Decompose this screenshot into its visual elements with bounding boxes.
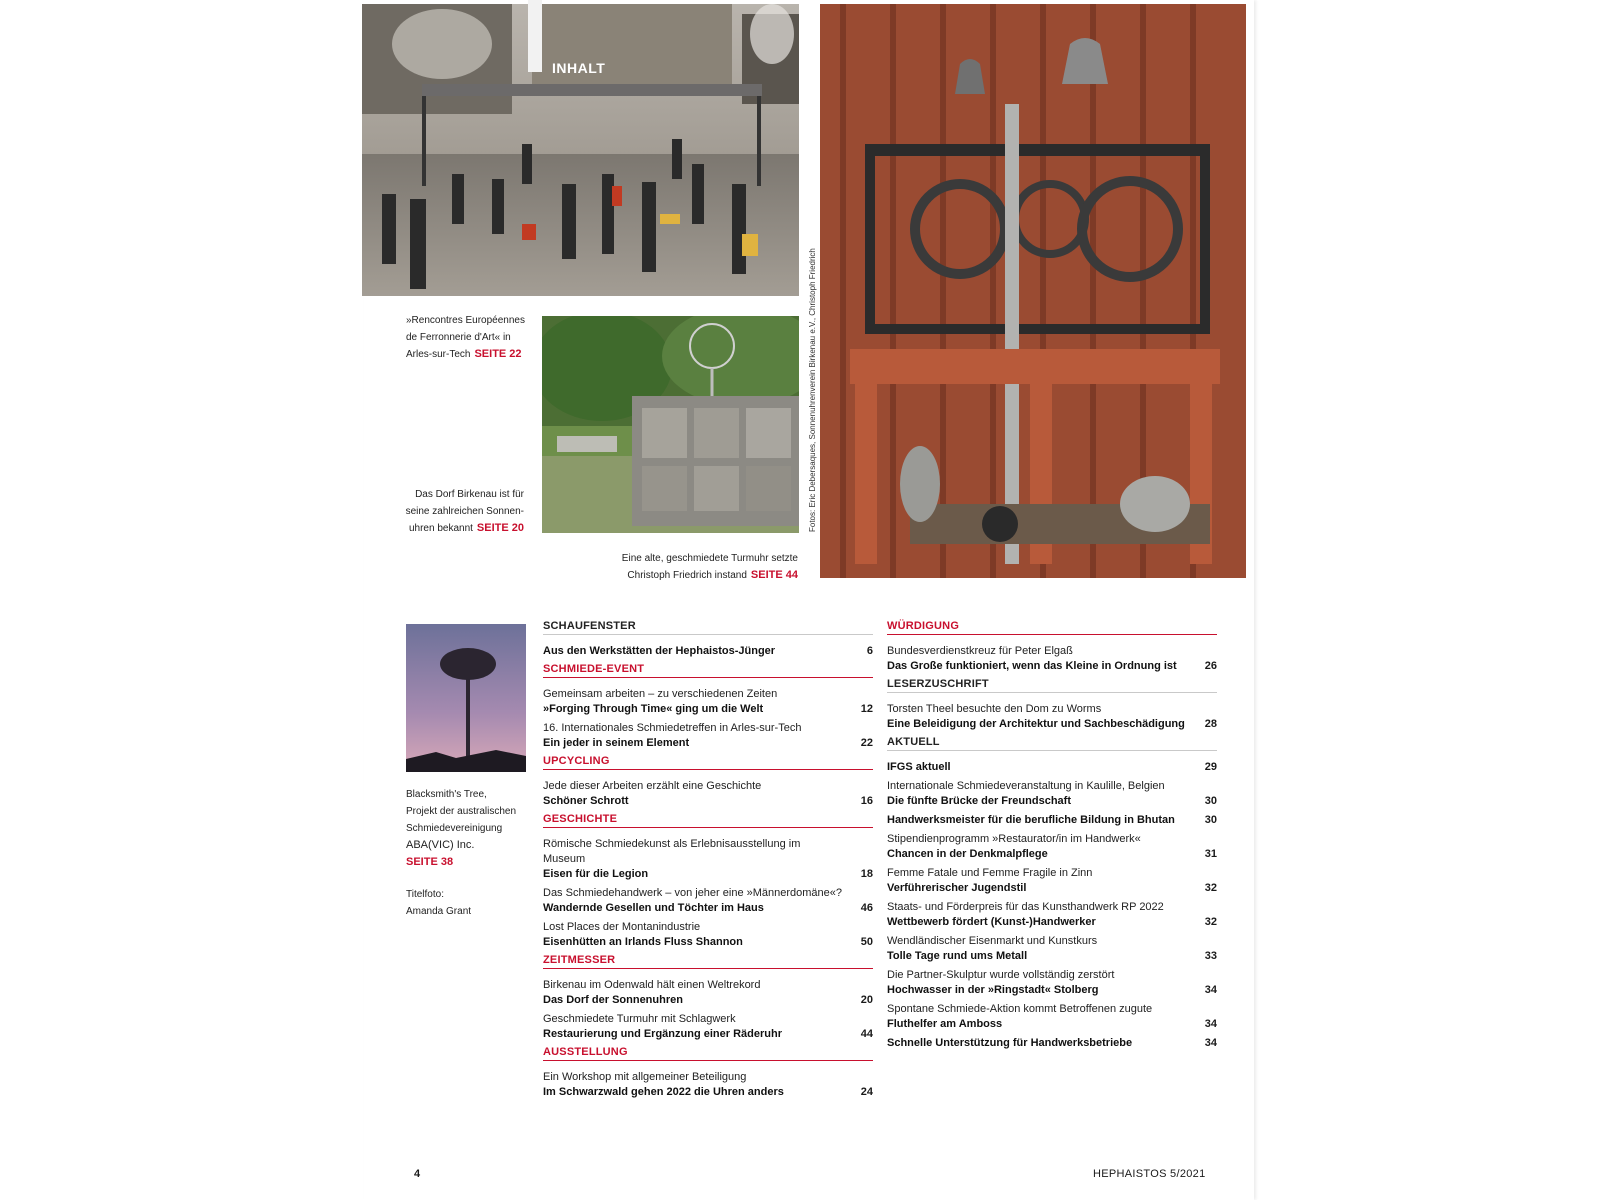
- toc-section-heading: AKTUELL: [887, 736, 1217, 751]
- toc-entry-title: Tolle Tage rund ums Metall: [887, 950, 1028, 962]
- toc-entry-title: IFGS aktuell: [887, 761, 951, 773]
- toc-entry-subtitle: Die Partner-Skulptur wurde vollständig zerstört: [887, 969, 1115, 981]
- toc-section: [887, 620, 1217, 674]
- toc-entry-page-number: 6: [866, 645, 873, 657]
- toc-entry-page-number: 44: [860, 1028, 873, 1040]
- toc-entry[interactable]: [887, 702, 1217, 732]
- toc-entry[interactable]: [543, 837, 873, 882]
- photo-blacksmiths-tree: [406, 624, 526, 772]
- toc-entry-page-number: 34: [1204, 984, 1217, 996]
- toc-entry[interactable]: [543, 687, 873, 717]
- photo-forge-event: [362, 4, 799, 296]
- toc-entry-page-number: 18: [860, 868, 873, 880]
- toc-entry-title: Chancen in der Denkmalpflege: [887, 848, 1048, 860]
- toc-entry-page-number: 20: [860, 994, 873, 1006]
- toc-section-heading: GESCHICHTE: [543, 813, 873, 828]
- inhalt-tab: [528, 0, 542, 72]
- toc-section-heading: AUSSTELLUNG: [543, 1046, 873, 1061]
- toc-entry-subtitle: Staats- und Förderpreis für das Kunsthandwerk RP 2022: [887, 901, 1164, 913]
- toc-entry-subtitle: Internationale Schmiedeveranstaltung in Kaulille, Belgien: [887, 780, 1165, 792]
- toc-section: [887, 736, 1217, 1051]
- toc-section: [543, 813, 873, 950]
- toc-entry-title: Das Dorf der Sonnenuhren: [543, 994, 683, 1006]
- photo-tower-clock: [820, 4, 1246, 578]
- toc-entry-title: Verführerischer Jugendstil: [887, 882, 1027, 894]
- toc-entry-title: Die fünfte Brücke der Freundschaft: [887, 795, 1071, 807]
- photo-credit: Fotos: Eric Debersaques, Sonnenuhrenverein Birkenau e.V., Christoph Friedrich: [808, 248, 817, 532]
- toc-right-column: [887, 620, 1217, 1055]
- toc-entry-title: Wandernde Gesellen und Töchter im Haus: [543, 902, 764, 914]
- toc-entry-title: Eisenhütten an Irlands Fluss Shannon: [543, 936, 743, 948]
- magazine-issue: HEPHAISTOS 5/2021: [1093, 1168, 1206, 1180]
- toc-entry[interactable]: [543, 978, 873, 1008]
- toc-entry-subtitle: Spontane Schmiede-Aktion kommt Betroffenen zugute: [887, 1003, 1153, 1015]
- toc-entry-subtitle: 16. Internationales Schmiedetreffen in Arles-sur-Tech: [543, 722, 802, 734]
- toc-entry[interactable]: [543, 721, 873, 751]
- toc-entry[interactable]: [887, 779, 1217, 809]
- toc-entry[interactable]: [887, 934, 1217, 964]
- toc-entry-page-number: 30: [1204, 795, 1217, 807]
- caption-birkenau-seite: SEITE 20: [476, 522, 524, 534]
- toc-left-column: [543, 620, 873, 1104]
- caption-arles: »Rencontres Européennes de Ferronnerie d'Art« in Arles-sur-Tech SEITE 22: [406, 315, 525, 360]
- toc-entry-subtitle: Wendländischer Eisenmarkt und Kunstkurs: [887, 935, 1098, 947]
- toc-entry-page-number: 26: [1204, 660, 1217, 672]
- toc-section: [543, 755, 873, 809]
- toc-section-heading: UPCYCLING: [543, 755, 873, 770]
- caption-tree-seite: SEITE 38: [406, 856, 454, 868]
- toc-entry-page-number: 46: [860, 902, 873, 914]
- toc-entry-subtitle: Gemeinsam arbeiten – zu verschiedenen Zeiten: [543, 688, 778, 700]
- toc-entry-page-number: 32: [1204, 882, 1217, 894]
- toc-entry-page-number: 30: [1204, 814, 1217, 826]
- toc-entry[interactable]: [543, 1070, 873, 1100]
- toc-entry-page-number: 28: [1204, 718, 1217, 730]
- toc-entry-title: Hochwasser in der »Ringstadt« Stolberg: [887, 984, 1099, 996]
- toc-entry[interactable]: [543, 886, 873, 916]
- toc-entry[interactable]: [543, 644, 873, 659]
- toc-entry-page-number: 22: [860, 737, 873, 749]
- caption-titelfoto: Titelfoto: Amanda Grant: [406, 889, 472, 917]
- toc-entry-page-number: 24: [860, 1086, 873, 1098]
- toc-section-heading: SCHAUFENSTER: [543, 620, 873, 635]
- toc-entry[interactable]: [887, 813, 1217, 828]
- toc-entry[interactable]: [887, 866, 1217, 896]
- toc-entry[interactable]: [887, 900, 1217, 930]
- toc-entry-title: Im Schwarzwald gehen 2022 die Uhren anders: [543, 1086, 784, 1098]
- toc-entry-page-number: 16: [860, 795, 873, 807]
- toc-entry-page-number: 31: [1204, 848, 1217, 860]
- toc-entry-title: Das Große funktioniert, wenn das Kleine in Ordnung ist: [887, 660, 1177, 672]
- toc-entry-title: »Forging Through Time« ging um die Welt: [543, 703, 764, 715]
- toc-section-heading: SCHMIEDE-EVENT: [543, 663, 873, 678]
- caption-tree: Blacksmith's Tree, Projekt der australischen Schmiedevereinigung ABA(VIC) Inc. SEITE 38: [406, 786, 516, 871]
- toc-entry[interactable]: [887, 832, 1217, 862]
- toc-entry-subtitle: Das Schmiedehandwerk – von jeher eine »Männerdomäne«?: [543, 887, 843, 899]
- caption-turmuhr: Eine alte, geschmiedete Turmuhr setzte Christoph Friedrich instand SEITE 44: [621, 553, 798, 581]
- toc-entry-subtitle: Femme Fatale und Femme Fragile in Zinn: [887, 867, 1093, 879]
- toc-entry-subtitle: Bundesverdienstkreuz für Peter Elgaß: [887, 645, 1073, 657]
- toc-section-heading: LESERZUSCHRIFT: [887, 678, 1217, 693]
- section-label-inhalt: INHALT: [552, 60, 606, 76]
- toc-entry-title: Handwerksmeister für die berufliche Bildung in Bhutan: [887, 814, 1175, 826]
- toc-entry-page-number: 33: [1204, 950, 1217, 962]
- toc-entry-title: Schöner Schrott: [543, 795, 629, 807]
- toc-entry-subtitle: Ein Workshop mit allgemeiner Beteiligung: [543, 1071, 747, 1083]
- toc-section: [543, 663, 873, 751]
- toc-section: [543, 954, 873, 1042]
- toc-entry-subtitle: Jede dieser Arbeiten erzählt eine Geschichte: [543, 780, 762, 792]
- toc-entry-page-number: 34: [1204, 1037, 1217, 1049]
- toc-entry-page-number: 34: [1204, 1018, 1217, 1030]
- toc-entry-title: Eine Beleidigung der Architektur und Sachbeschädigung: [887, 718, 1185, 730]
- toc-entry[interactable]: [887, 644, 1217, 674]
- toc-section: [887, 678, 1217, 732]
- toc-entry-title: Eisen für die Legion: [543, 868, 649, 880]
- caption-birkenau: Das Dorf Birkenau ist für seine zahlreichen Sonnen- uhren bekannt SEITE 20: [405, 489, 524, 534]
- toc-entry-title: Fluthelfer am Amboss: [887, 1018, 1003, 1030]
- toc-entry[interactable]: [543, 920, 873, 950]
- toc-entry-subtitle: Römische Schmiedekunst als Erlebnisausstellung im Museum: [543, 838, 801, 865]
- toc-section: [543, 620, 873, 659]
- toc-entry[interactable]: [887, 1002, 1217, 1032]
- toc-entry[interactable]: [887, 968, 1217, 998]
- photo-sundial: [542, 316, 799, 533]
- toc-entry[interactable]: [887, 1036, 1217, 1051]
- toc-entry-subtitle: Geschmiedete Turmuhr mit Schlagwerk: [543, 1013, 736, 1025]
- toc-entry-subtitle: Lost Places der Montanindustrie: [543, 921, 701, 933]
- toc-entry-title: Wettbewerb fördert (Kunst-)Handwerker: [887, 916, 1096, 928]
- toc-entry-title: Ein jeder in seinem Element: [543, 737, 690, 749]
- toc-entry-page-number: 12: [860, 703, 873, 715]
- caption-turmuhr-seite: SEITE 44: [750, 569, 798, 581]
- toc-entry-page-number: 50: [860, 936, 873, 948]
- toc-entry-subtitle: Birkenau im Odenwald hält einen Weltrekord: [543, 979, 761, 991]
- toc-section-heading: ZEITMESSER: [543, 954, 873, 969]
- toc-entry-title: Schnelle Unterstützung für Handwerksbetriebe: [887, 1037, 1133, 1049]
- page-number: 4: [414, 1168, 421, 1180]
- toc-section-heading: WÜRDIGUNG: [887, 620, 1217, 635]
- toc-entry-title: Restaurierung und Ergänzung einer Räderuhr: [543, 1028, 782, 1040]
- toc-section: [543, 1046, 873, 1100]
- toc-entry-subtitle: Stipendienprogramm »Restaurator/in im Handwerk«: [887, 833, 1141, 845]
- toc-entry-title: Aus den Werkstätten der Hephaistos-Jünger: [543, 645, 776, 657]
- toc-entry-page-number: 32: [1204, 916, 1217, 928]
- toc-entry[interactable]: [887, 760, 1217, 775]
- toc-entry[interactable]: [543, 779, 873, 809]
- toc-entry[interactable]: [543, 1012, 873, 1042]
- caption-arles-seite: SEITE 22: [474, 348, 522, 360]
- toc-entry-page-number: 29: [1204, 761, 1217, 773]
- toc-entry-subtitle: Torsten Theel besuchte den Dom zu Worms: [887, 703, 1102, 715]
